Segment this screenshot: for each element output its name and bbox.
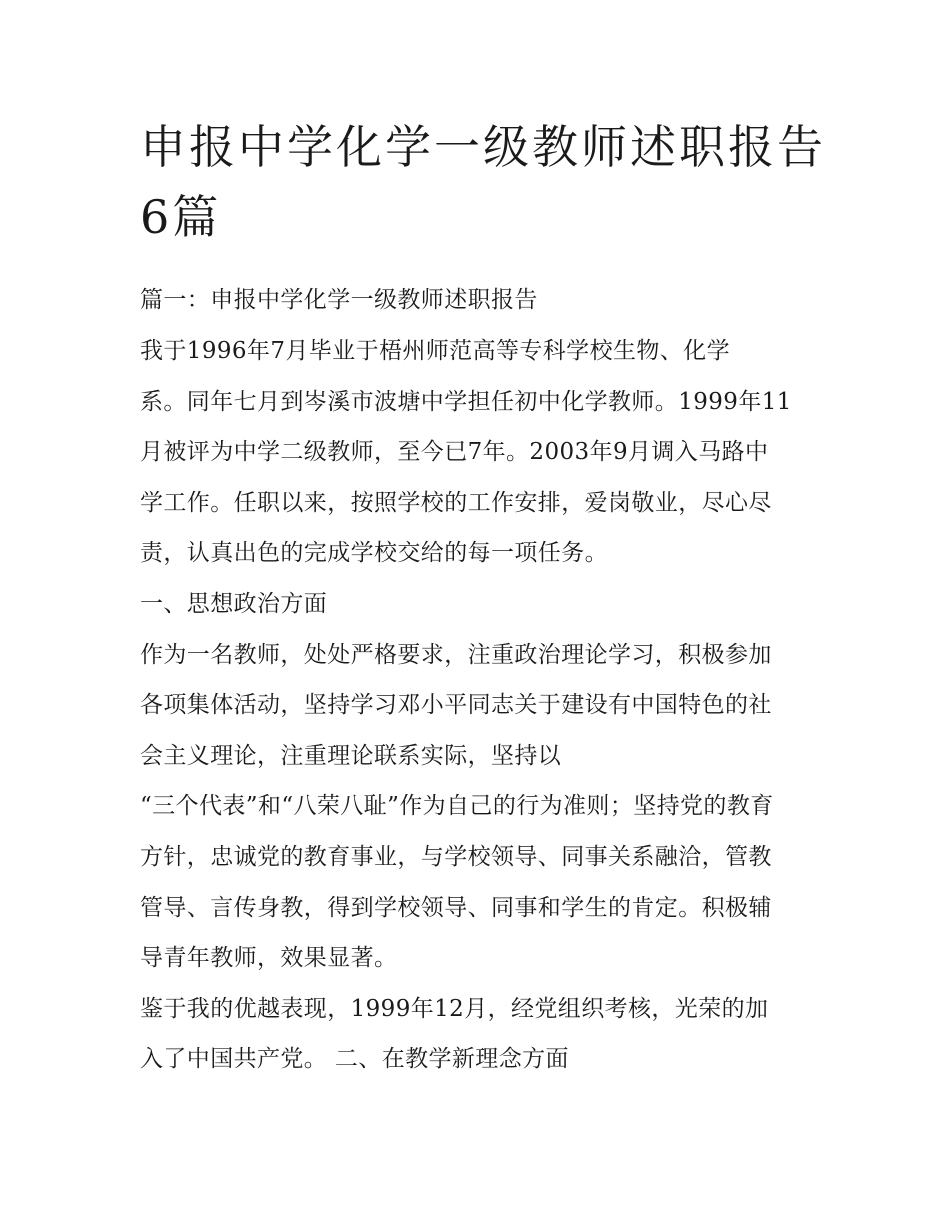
paragraph-line: 月被评为中学二级教师，至今已7年。2003年9月调入马路中 — [140, 439, 769, 465]
section-heading-2: 一、思想政治方面 — [140, 591, 328, 617]
paragraph-line: 方针，忠诚党的教育事业，与学校领导、同事关系融洽，管教 — [140, 844, 772, 870]
paragraph-line: 各项集体活动，坚持学习邓小平同志关于建设有中国特色的社 — [140, 692, 772, 718]
paragraph-line: “三个代表”和“八荣八耻”作为自己的行为准则；坚持党的教育 — [140, 793, 774, 819]
paragraph-line: 作为一名教师，处处严格要求，注重政治理论学习，积极参加 — [140, 642, 772, 668]
paragraph-line: 我于1996年7月毕业于梧州师范高等专科学校生物、化学 — [140, 338, 730, 364]
paragraph-line: 学工作。任职以来，按照学校的工作安排，爱岗敬业，尽心尽 — [140, 490, 772, 516]
paragraph-line: 责，认真出色的完成学校交给的每一项任务。 — [140, 540, 608, 566]
paragraph-line: 管导、言传身教，得到学校领导、同事和学生的肯定。积极辅 — [140, 895, 772, 921]
paragraph-line: 会主义理论，注重理论联系实际，坚持以 — [140, 743, 562, 769]
paragraph-line: 系。同年七月到岑溪市波塘中学担任初中化学教师。1999年11 — [140, 389, 792, 415]
document-title: 申报中学化学一级教师述职报告6篇 — [140, 120, 826, 244]
paragraph-line: 导青年教师，效果显著。 — [140, 945, 398, 971]
paragraph-line: 入了中国共产党。 二、在教学新理念方面 — [140, 1046, 569, 1072]
section-heading-1: 篇一：申报中学化学一级教师述职报告 — [140, 287, 538, 313]
paragraph-line: 鉴于我的优越表现，1999年12月，经党组织考核，光荣的加 — [140, 996, 769, 1022]
